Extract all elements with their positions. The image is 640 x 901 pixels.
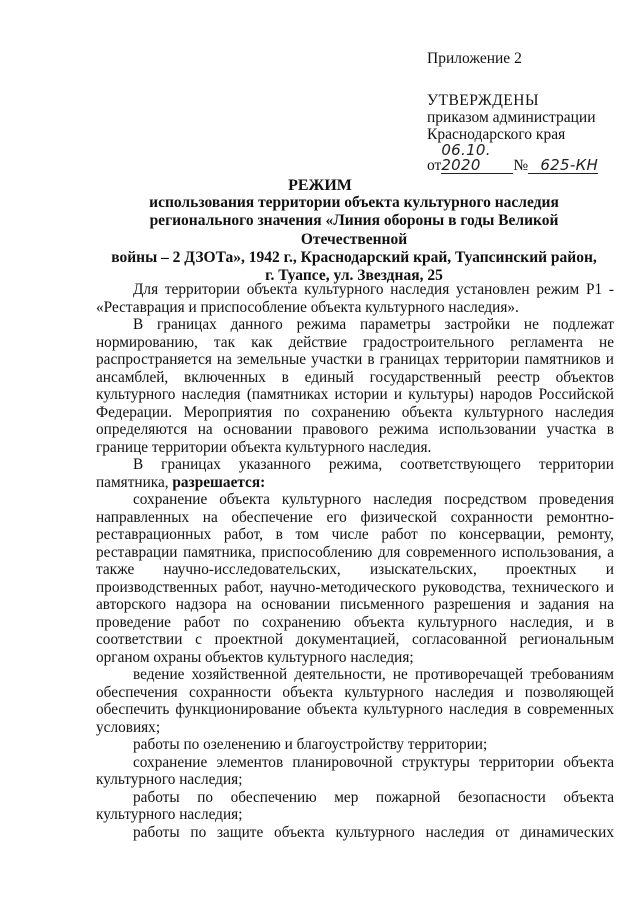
subtitle-line-3: войны – 2 ДЗОТа», 1942 г., Краснодарский край, Туапсинский район, xyxy=(111,248,597,266)
appendix-label: Приложение 2 xyxy=(427,50,522,67)
number-prefix: № xyxy=(513,157,529,174)
approval-block xyxy=(427,50,632,174)
paragraph: В границах данного режима параметры застройки не подлежат нормированию, так как действие градостроительного регламента не распространяется на земельные участки в границах территории памятников и ансамблей, включенных в единый государственный реестр объектов культурного наследия (памятниках истории и культуры) народов Российской Федерации. Мероприятия по сохранению объекта культурного наследия определяются на основании правового режима использовании участка в границе территории объекта культурного наследия. xyxy=(96,316,614,456)
permitted-label: разрешается: xyxy=(172,473,266,491)
list-item: сохранение элементов планировочной структуры территории объекта культурного наследия; xyxy=(96,753,614,788)
list-item: работы по обеспечению мер пожарной безопасности объекта культурного наследия; xyxy=(96,788,614,823)
subtitle-line-1: использования территории объекта культурного наследия xyxy=(149,194,559,211)
order-date: 06.10. 2020 xyxy=(441,143,513,174)
date-prefix: от xyxy=(427,157,442,174)
subtitle-line-2: регионального значения «Линия обороны в годы Великой Отечественной xyxy=(149,212,559,248)
order-line-2: Краснодарского края xyxy=(427,126,566,143)
document-body xyxy=(96,281,614,841)
paragraph-permitted xyxy=(96,456,614,491)
approved-label: УТВЕРЖДЕНЫ xyxy=(427,92,539,109)
paragraph: Для территории объекта культурного наследия установлен режим Р1 - «Реставрация и приспособление объекта культурного наследия». xyxy=(96,281,614,316)
list-item: сохранение объекта культурного наследия посредством проведения направленных на обеспечение его физической сохранности ремонтно-реставрационных работ, в том числе работ по консервации, ремонту, реставрации памятника, приспособлению для современного использования, а также научно-исследовательских, изыскательских, проектных и производственных работ, научно-методического руководства, технического и авторского надзора на основании письменного разрешения и задания на проведение работ по сохранению объекта культурного наследия, и в соответствии с проектной документацией, согласованной региональным органом охраны объектов культурного наследия; xyxy=(96,491,614,666)
list-item: работы по защите объекта культурного наследия от динамических xyxy=(133,823,614,841)
permitted-intro: В границах указанного режима, соответствующего территории памятника, xyxy=(96,456,614,491)
order-number: 625-КН xyxy=(528,158,598,174)
list-item: работы по озеленению и благоустройству территории; xyxy=(133,736,488,753)
document-subtitle xyxy=(96,194,612,285)
order-line-1: приказом администрации xyxy=(427,109,596,126)
subtitle-line-4: г. Туапсе, ул. Звездная, 25 xyxy=(265,267,443,285)
list-item: ведение хозяйственной деятельности, не противоречащей требованиям обеспечения сохранности объекта культурного наследия и позволяющей обеспечить функционирование объекта культурного наследия в современных условиях; xyxy=(96,666,614,736)
order-date-line xyxy=(427,141,632,174)
document-title: РЕЖИМ xyxy=(288,177,352,194)
